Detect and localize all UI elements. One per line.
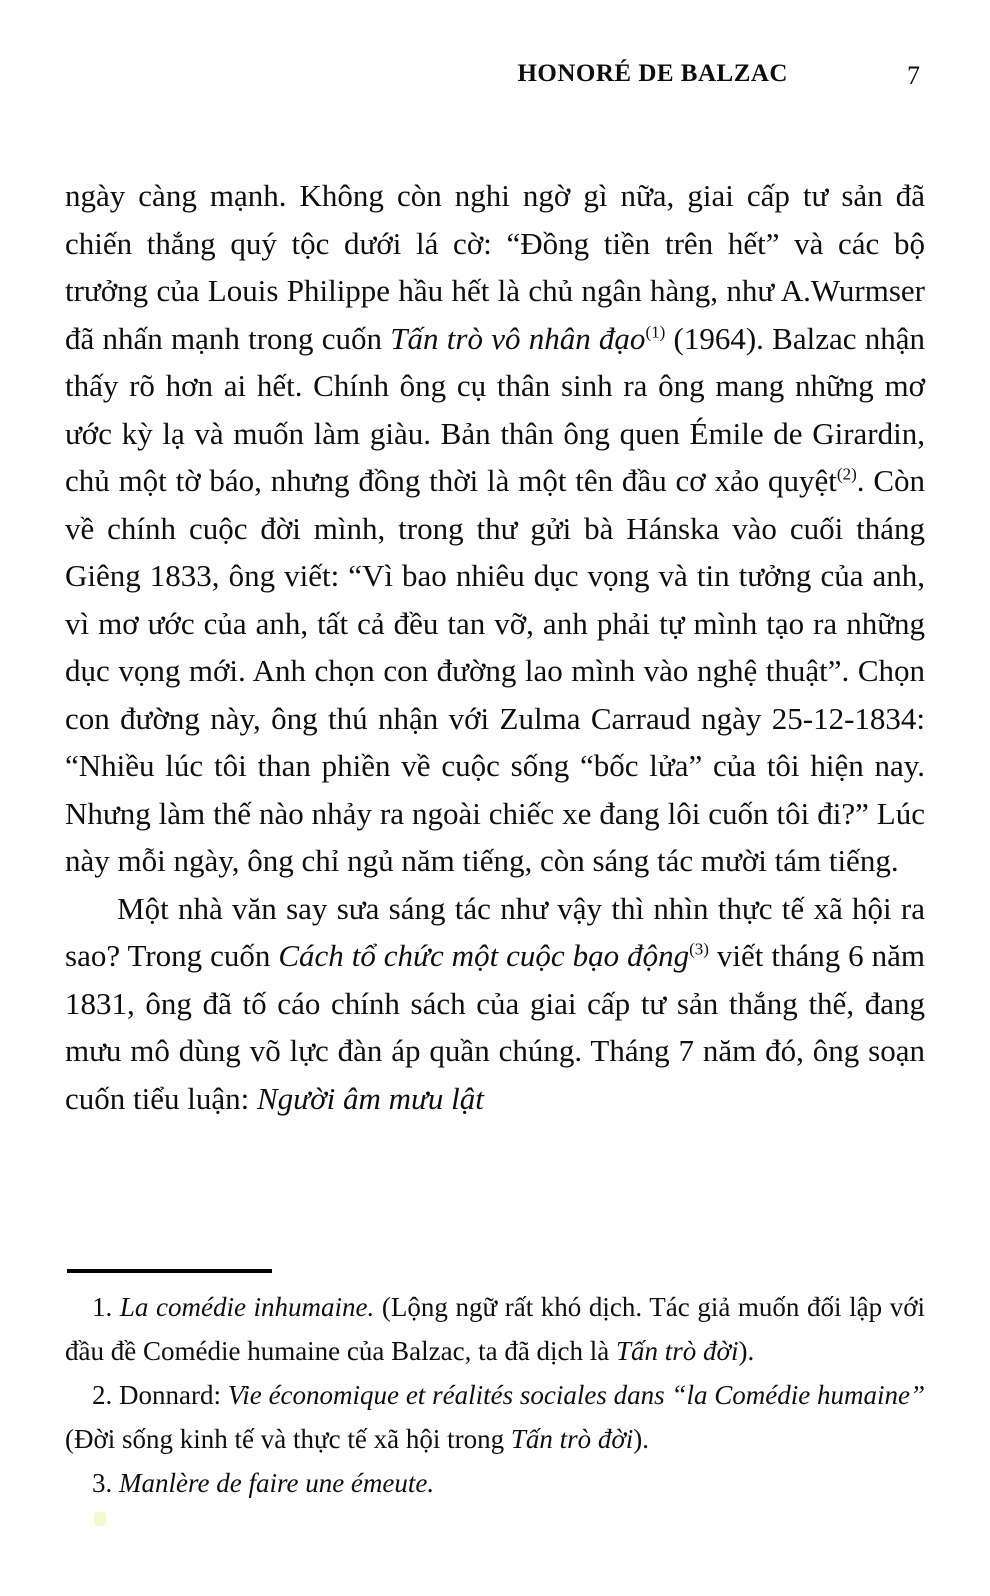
footnote-2: 2. Donnard: Vie économique et réalités sociales dans “la Comédie humaine” (Đời sống kinh tế và thực tế xã hội trong Tấn trò đời). [65,1380,925,1454]
body-paragraph-2: Một nhà văn say sưa sáng tác như vậy thì nhìn thực tế xã hội ra sao? Trong cuốn Cách tổ chức một cuộc bạo động$^{(3)}$ viết tháng 6 năm 1831, ông đã tố cáo chính sách của giai cấp tư sản thắng thế, đang mưu mô dùng võ lực đàn áp quần chúng. Tháng 7 năm đó, ông soạn cuốn tiểu luận: Người âm mưu lật [65,890,925,1116]
running-head [65,60,990,96]
footnote-1: 1. La comédie inhumaine. (Lộng ngữ rất khó dịch. Tác giả muốn đối lập với đầu đề Comédie humaine của Balzac, ta đã dịch là Tấn trò đời). [65,1292,926,1366]
running-head-title: HONORÉ DE BALZAC [517,60,788,87]
footnotes-section [65,1269,925,1505]
scan-artifact-speck [94,1512,106,1526]
footnote-separator-rule [67,1269,272,1273]
footnote-3: 3. Manlère de faire une émeute. [92,1468,435,1498]
body-paragraph-1: ngày càng mạnh. Không còn nghi ngờ gì nữa, giai cấp tư sản đã chiến thắng quý tộc dưới lá cờ: “Đồng tiền trên hết” và các bộ trưởng của Louis Philippe hầu hết là chủ ngân hàng, như A.Wurmser đã nhấn mạnh trong cuốn Tấn trò vô nhân đạo$^{(1)}$ (1964). Balzac nhận thấy rõ hơn ai hết. Chính ông cụ thân sinh ra ông mang những mơ ước kỳ lạ và muốn làm giàu. Bản thân ông quen Émile de Girardin, chủ một tờ báo, nhưng đồng thời là một tên đầu cơ xảo quyệt$^{(2)}$. Còn về chính cuộc đời mình, trong thư gửi bà Hánska vào cuối tháng Giêng 1833, ông viết: “Vì bao nhiêu dục vọng và tin tưởng của anh, vì mơ ước của anh, tất cả đều tan vỡ, anh phải tự mình tạo ra những dục vọng mới. Anh chọn con đường lao mình vào nghệ thuật”. Chọn con đường này, ông thú nhận với Zulma Carraud ngày 25-12-1834: “Nhiều lúc tôi than phiền về cuộc sống “bốc lửa” của tôi hiện nay. Nhưng làm thế nào nhảy ra ngoài chiếc xe đang lôi cuốn tôi đi?” Lúc này mỗi ngày, ông chỉ ngủ năm tiếng, còn sáng tác mười tám tiếng. [65,178,925,878]
body-text [65,172,925,1122]
page-number: 7 [907,61,920,90]
